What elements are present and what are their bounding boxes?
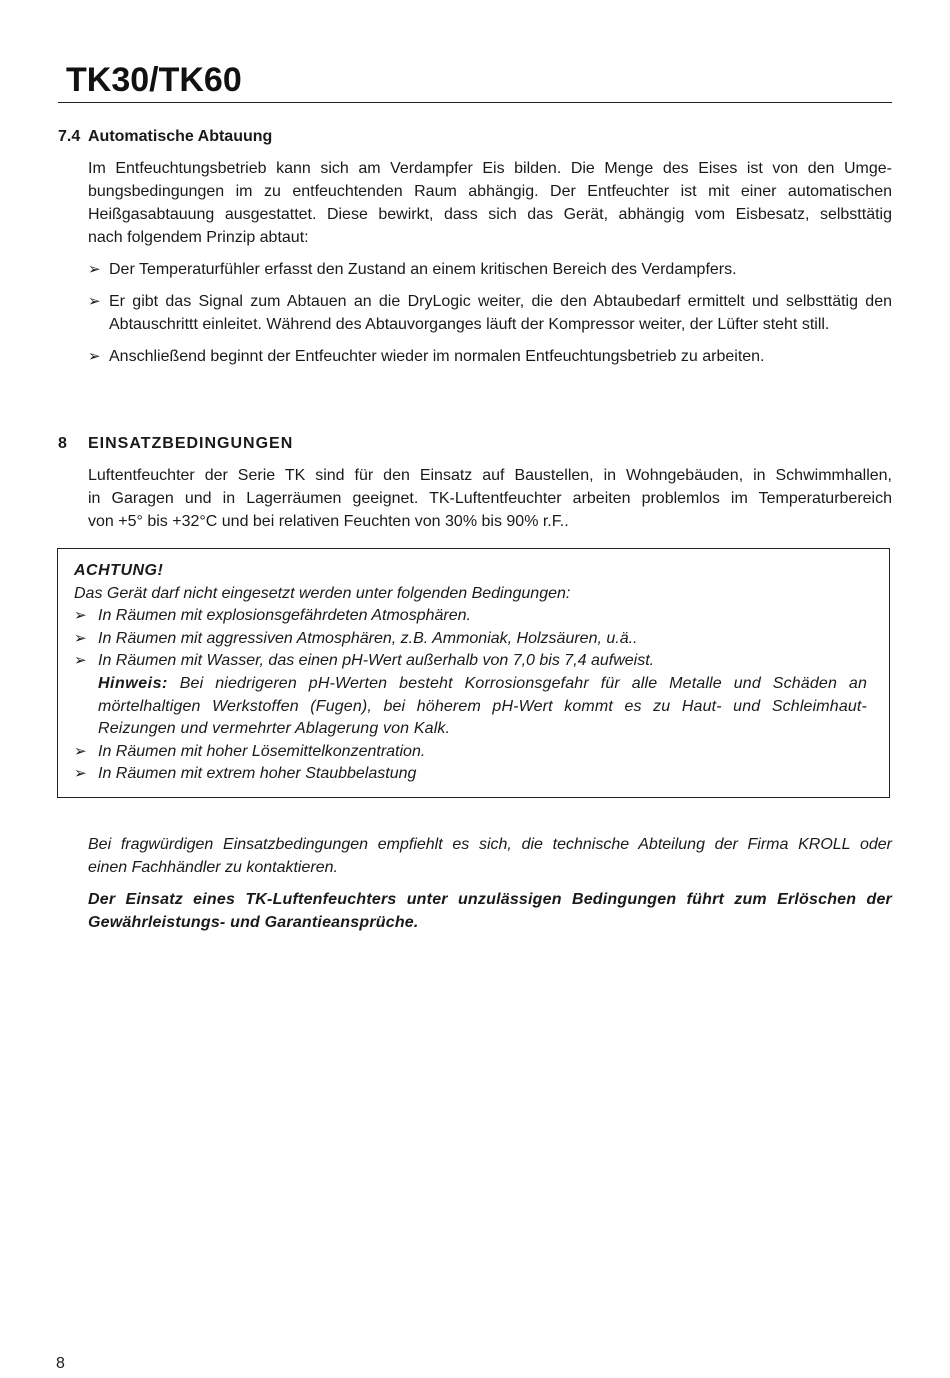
section-7-4-heading [58,126,272,148]
title-divider [58,102,892,103]
intro-line: Heißgasabtauung ausgestattet. Diese bewirkt, dass sich das Gerät, abhängig vom Eisbesatz, selbsttätig [88,206,892,223]
section-8-intro [88,464,892,533]
arrow-bullet-icon: ➢ [74,607,87,625]
list-item: ➢ In Räumen mit explosionsgefährdeten Atmosphären. [74,605,867,628]
arrow-bullet-icon: ➢ [74,765,87,783]
hint-label: Hinweis: [98,674,168,692]
note-line: Der Einsatz eines TK-Luftenfeuchters unter unzulässigen Bedingungen führt zum Erlöschen der [88,891,892,908]
section-8-heading [58,433,293,455]
note-line: einen Fachhändler zu kontaktieren. [88,859,338,876]
intro-line: nach folgendem Prinzip abtaut: [88,229,309,246]
warning-box [57,548,890,798]
defrost-bullet-list [88,258,892,377]
intro-line: Luftentfeuchter der Serie TK sind für den Einsatz auf Baustellen, in Wohngebäuden, in Schwimmhallen, [88,467,892,484]
arrow-bullet-icon: ➢ [88,348,101,365]
section-7-4-intro [88,157,892,249]
list-item: ➢ Der Temperaturfühler erfasst den Zustand an einem kritischen Bereich des Verdampfers. [88,258,892,281]
intro-line: bungsbedingungen im zu entfeuchtenden Raum abhängig. Der Entfeuchter ist mit einer automatischen [88,183,892,200]
arrow-bullet-icon: ➢ [74,629,87,647]
note-line: Gewährleistungs- und Garantieansprüche. [88,914,419,931]
arrow-bullet-icon: ➢ [74,652,87,670]
list-item: ➢ In Räumen mit hoher Lösemittelkonzentration. [74,741,867,764]
warning-list [74,605,867,673]
intro-line: Im Entfeuchtungsbetrieb kann sich am Verdampfer Eis bilden. Die Menge des Eises ist von den Umge- [88,160,892,177]
document-title: TK30/TK60 [66,61,242,99]
section-title: Automatische Abtauung [88,128,273,145]
section-number: 7.4 [58,128,81,145]
intro-line: von +5° bis +32°C und bei relativen Feuchten von 30% bis 90% r.F.. [88,513,569,530]
list-item: ➢ In Räumen mit extrem hoher Staubbelastung [74,763,867,786]
arrow-bullet-icon: ➢ [88,261,101,278]
section-title: EINSATZBEDINGUNGEN [88,435,294,452]
warning-list-continued [74,741,867,786]
arrow-bullet-icon: ➢ [88,293,101,310]
hint-text: Bei niedrigeren pH-Werten besteht Korrosionsgefahr für alle Metalle und Schäden an mörtelhaltigen Werkstoffen (Fugen), bei höherem pH-Wert kommt es zu Haut- und Schleimhaut-Reizungen und vermehrter Ablagerung von Kalk. [98,674,867,738]
note-line: Bei fragwürdigen Einsatzbedingungen empfiehlt es sich, die technische Abteilung der Firma KROLL oder [88,836,892,853]
section-number: 8 [58,435,68,452]
warning-hint [74,673,867,741]
list-item: ➢ In Räumen mit Wasser, das einen pH-Wert außerhalb von 7,0 bis 7,4 aufweist. [74,650,867,673]
intro-line: in Garagen und in Lagerräumen geeignet. TK-Luftentfeuchter arbeiten problemlos im Temperaturbereich [88,490,892,507]
list-item: ➢ Anschließend beginnt der Entfeuchter wieder im normalen Entfeuchtungsbetrieb zu arbeiten. [88,345,892,368]
warning-lead: Das Gerät darf nicht eingesetzt werden unter folgenden Bedingungen: [74,584,571,602]
list-item: ➢ In Räumen mit aggressiven Atmosphären, z.B. Ammoniak, Holzsäuren, u.ä.. [74,628,867,651]
advice-note [88,833,892,879]
list-item: ➢ Er gibt das Signal zum Abtauen an die DryLogic weiter, die den Abtaubedarf ermittelt und selbsttätig den Abtauschrittt einleitet. Während des Abtauvorganges läuft der Kompressor weiter, der Lüfter steht still. [88,290,892,336]
warning-title: ACHTUNG! [74,562,164,579]
warranty-note [88,888,892,934]
page-number: 8 [56,1355,65,1372]
arrow-bullet-icon: ➢ [74,742,87,760]
